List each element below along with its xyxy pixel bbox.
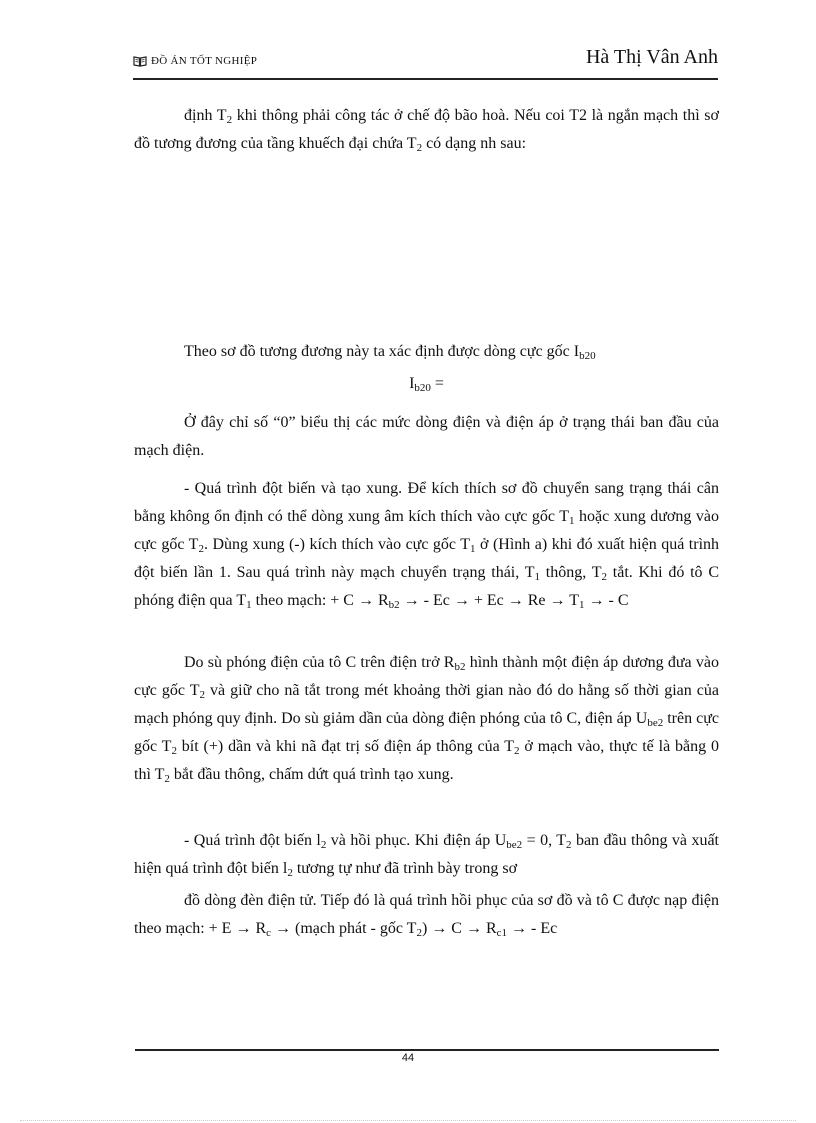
footer-rule: [135, 1049, 719, 1051]
paragraph-5: Do sù phóng điện của tô C trên điện trở $R_{b2}$ hình thành một điện áp dương đưa vào cực gốc $T_2$ và giữ cho nã tắt trong mét khoảng thời gian nào đó do hằng số thời gian của mạch phóng quy định. Do sù giảm dần của dòng điện phóng của tô C, điện áp $U_{be2}$ trên cực gốc $T_2$ bít (+) dần và khi nã đạt trị số điện áp thông của $T_2$ ở mạch vào, thực tế là bằng 0 thì $T_2$ bắt đầu thông, chấm dứt quá trình tạo xung.: [134, 654, 720, 785]
paragraph-1: định $T_2$ khi thông phải công tác ở chế độ bão hoà. Nếu coi T2 là ngắn mạch thì sơ đồ tương đương của tầng khuếch đại chứa $T_2$ có dạng nh sau:: [134, 107, 719, 154]
paragraph-2: Theo sơ đồ tương đương này ta xác định được dòng cực gốc $I_{b20}$: [184, 343, 596, 362]
document-type-label: ĐỒ ÁN TỐT NGHIỆP: [151, 55, 258, 67]
paragraph-3: Ở đây chỉ số “0” biểu thị các mức dòng điện và điện áp ở trạng thái ban đầu của mạch điện.: [134, 414, 719, 459]
page-header: [133, 44, 718, 80]
page-number: 44: [401, 1052, 415, 1064]
author-name: Hà Thị Vân Anh: [585, 46, 718, 68]
book-icon: [133, 55, 147, 67]
paragraph-4: - Quá trình đột biến và tạo xung. Để kích thích sơ đồ chuyển sang trạng thái cân bằng không ổn định có thể dòng xung âm kích thích vào cực gốc $T_1$ hoặc xung dương vào cực gốc $T_2$. Dùng xung (-) kích thích vào cực gốc $T_1$ ở (Hình a) khi đó xuất hiện quá trình đột biến lần 1. Sau quá trình này mạch chuyển trạng thái, $T_1$ thông, $T_2$ tắt. Khi đó tô C phóng điện qua $T_1$ theo mạch: + $C \to R_{b2}$ → - Ec → + $Ec \to Re \to T_1$ → - C: [134, 480, 720, 611]
header-left: [133, 55, 257, 67]
paragraph-6: - Quá trình đột biến $l_2$ và hồi phục. Khi điện áp $U_{be2} = 0$, $T_2$ ban đầu thông và xuất hiện quá trình đột biến $l_2$ tương tự như đã trình bày trong sơ: [134, 832, 719, 879]
paragraph-7: đồ dòng đèn điện tử. Tiếp đó là quá trình hồi phục của sơ đồ và tô C được nạp điện theo mạch: + $E \to R_c$ → (mạch phát - gốc $T_2) \to C \to R_{c1}$ → - Ec: [134, 892, 719, 939]
equation-ib20: $I_{b20}$ =: [409, 375, 444, 394]
page-edge: [20, 1120, 796, 1121]
